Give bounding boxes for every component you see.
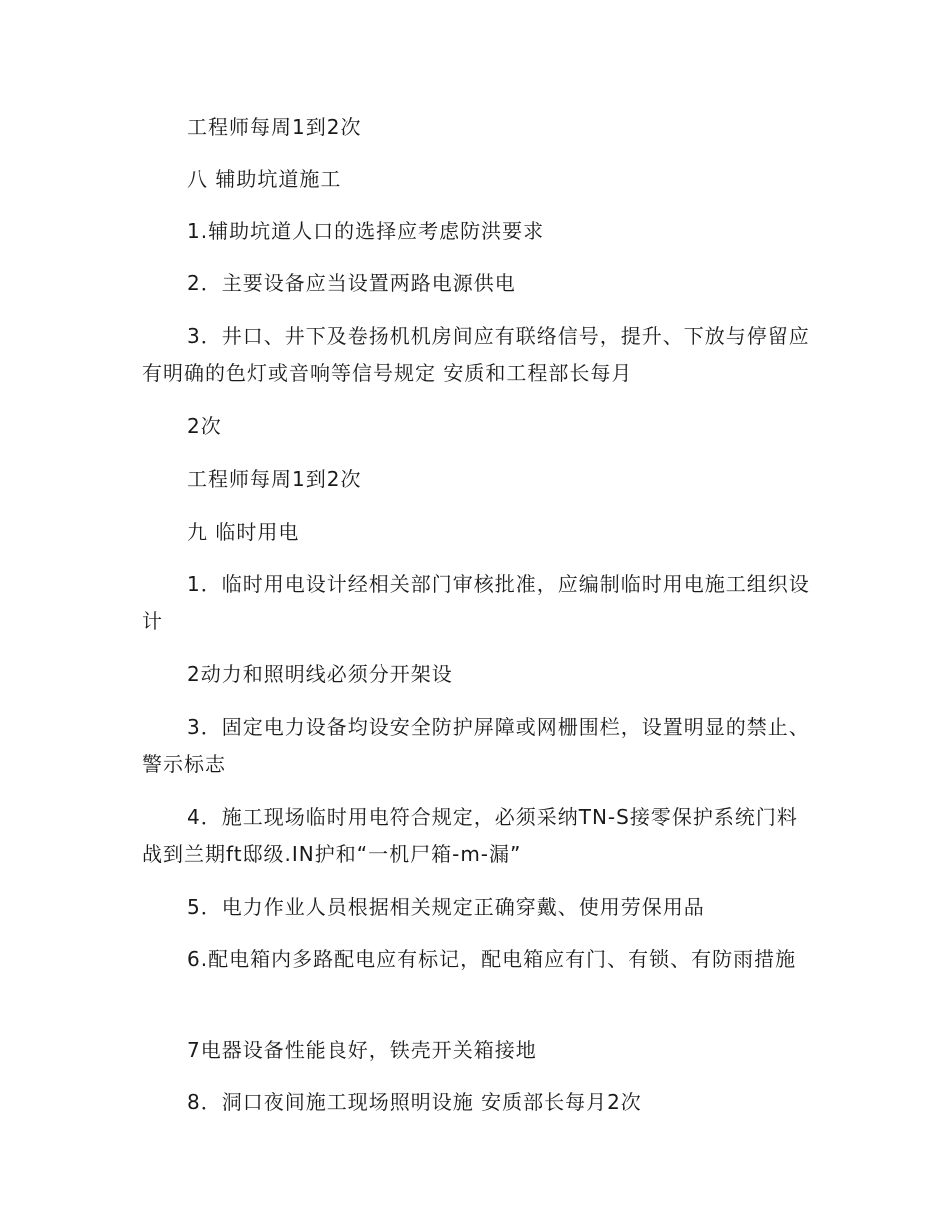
paragraph-6: 2次 bbox=[187, 414, 222, 438]
paragraph-3: 1.辅助坑道人口的选择应考虑防洪要求 bbox=[187, 219, 545, 243]
paragraph-5: 3．井口、井下及卷扬机机房间应有联络信号，提升、下放与停留应有明确的色灯或音响等信号规定 安质和工程部长每月 bbox=[142, 324, 810, 385]
paragraph-4: 2．主要设备应当设置两路电源供电 bbox=[187, 271, 516, 295]
paragraph-14: 6.配电箱内多路配电应有标记，配电箱应有门、有锁、有防雨措施 bbox=[187, 947, 797, 971]
paragraph-16: 8．洞口夜间施工现场照明设施 安质部长每月2次 bbox=[187, 1090, 642, 1114]
section-heading-9: 九 临时用电 bbox=[187, 520, 300, 544]
paragraph-12: 4．施工现场临时用电符合规定，必须采纳TN-S接零保护系统门料战到兰期ft邸级.IN护和“一机尸箱-m-漏” bbox=[142, 805, 798, 866]
section-heading-8: 八 辅助坑道施工 bbox=[187, 167, 342, 191]
paragraph-7: 工程师每周1到2次 bbox=[187, 467, 362, 491]
paragraph-13: 5．电力作业人员根据相关规定正确穿戴、使用劳保用品 bbox=[187, 895, 705, 919]
paragraph-9: 1．临时用电设计经相关部门审核批准，应编制临时用电施工组织设计 bbox=[142, 572, 810, 633]
paragraph-15: 7电器设备性能良好，铁壳开关箱接地 bbox=[187, 1038, 537, 1062]
paragraph-11: 3．固定电力设备均设安全防护屏障或网栅围栏，设置明显的禁止、警示标志 bbox=[142, 715, 810, 776]
paragraph-1: 工程师每周1到2次 bbox=[187, 115, 362, 139]
paragraph-10: 2动力和照明线必须分开架设 bbox=[187, 662, 453, 686]
